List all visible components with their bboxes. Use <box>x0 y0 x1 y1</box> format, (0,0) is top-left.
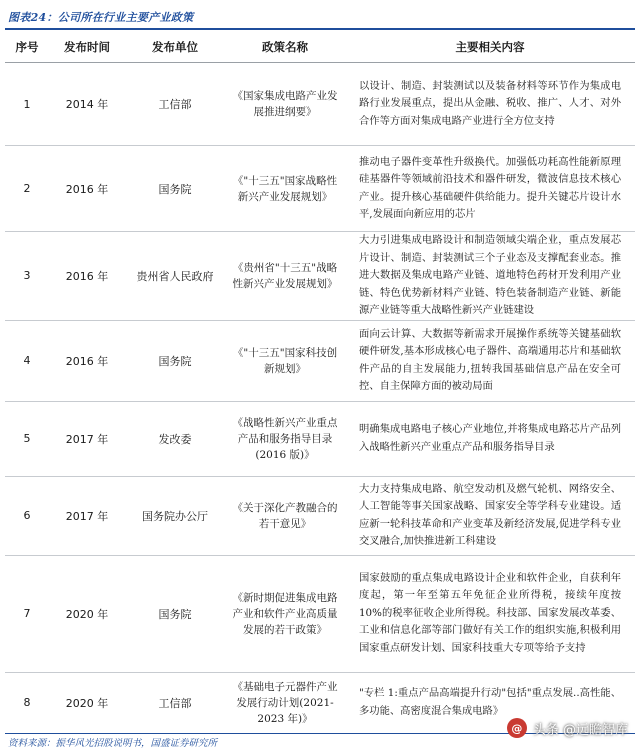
cell-unit: 贵州省人民政府 <box>125 232 225 321</box>
cell-policy: 《基础电子元器件产业发展行动计划(2021-2023 年)》 <box>225 672 345 733</box>
table-row <box>5 146 635 232</box>
cell-date: 2017 年 <box>49 401 125 476</box>
cell-policy: 《战略性新兴产业重点产品和服务指导目录(2016 版)》 <box>225 401 345 476</box>
cell-policy: 《"十三五"国家科技创新规划》 <box>225 320 345 401</box>
cell-date: 2017 年 <box>49 476 125 555</box>
cell-no: 5 <box>5 401 49 476</box>
header-content: 主要相关内容 <box>345 31 635 63</box>
header-policy: 政策名称 <box>225 31 345 63</box>
cell-no: 1 <box>5 63 49 146</box>
cell-policy: 《关于深化产教融合的若干意见》 <box>225 476 345 555</box>
toutiao-logo-icon <box>507 718 527 738</box>
cell-no: 2 <box>5 146 49 232</box>
table-row <box>5 320 635 401</box>
cell-content: 大力支持集成电路、航空发动机及燃气轮机、网络安全、人工智能等事关国家战略、国家安全等学科专业建设。适应新一轮科技革命和产业变革及新经济发展,促进学科专业交叉融合,加快推进新工科建设 <box>345 476 635 555</box>
table-header-row <box>5 31 635 63</box>
cell-no: 4 <box>5 320 49 401</box>
cell-unit: 国务院 <box>125 320 225 401</box>
figure-caption: 图表24：公司所在行业主要产业政策 <box>8 11 194 24</box>
policy-table <box>5 31 635 734</box>
cell-unit: 国务院 <box>125 146 225 232</box>
cell-date: 2020 年 <box>49 672 125 733</box>
cell-date: 2014 年 <box>49 63 125 146</box>
cell-content: 面向云计算、大数据等新需求开展操作系统等关键基础软硬件研发,基本形成核心电子器件、高端通用芯片和基础软件产品的自主发展能力,扭转我国基础信息产品在安全可控、自主保障方面的被动局面 <box>345 320 635 401</box>
header-date: 发布时间 <box>49 31 125 63</box>
header-no: 序号 <box>5 31 49 63</box>
table-row <box>5 63 635 146</box>
cell-content: 大力引进集成电路设计和制造领域尖端企业，重点发展芯片设计、制造、封装测试三个子业态及支撑配套业态。推进大数据及集成电路产业链、道地特色药材开发利用产业链、特色优势新材料产业链、特色装备制造产业链、新能源产业链等重大战略性新兴产业链建设 <box>345 232 635 321</box>
table-row <box>5 555 635 672</box>
cell-policy: 《国家集成电路产业发展推进纲要》 <box>225 63 345 146</box>
cell-date: 2020 年 <box>49 555 125 672</box>
cell-date: 2016 年 <box>49 320 125 401</box>
cell-no: 8 <box>5 672 49 733</box>
cell-policy: 《贵州省"十三五"战略性新兴产业发展规划》 <box>225 232 345 321</box>
watermark-text: 头条 @远瞻智库 <box>532 722 628 738</box>
cell-content: 国家鼓励的重点集成电路设计企业和软件企业，自获利年度起，第一年至第五年免征企业所得税，接续年度按 10%的税率征收企业所得税。科技部、国家发展改革委、工业和信息化部等部门做好有关工作的组织实施,积极利用国家重点研发计划、国家科技重大专项等给予支持 <box>345 555 635 672</box>
table-row <box>5 232 635 321</box>
cell-unit: 国务院 <box>125 555 225 672</box>
header-unit: 发布单位 <box>125 31 225 63</box>
cell-no: 7 <box>5 555 49 672</box>
cell-content: "专栏 1:重点产品高端提升行动"包括"重点发展..高性能、多功能、高密度混合集成电路》 <box>345 672 635 733</box>
watermark <box>507 718 628 738</box>
cell-no: 6 <box>5 476 49 555</box>
cell-content: 以设计、制造、封装测试以及装备材料等环节作为集成电路行业发展重点，提出从金融、税收、推广、人才、对外合作等方面对集成电路产业进行全方位支持 <box>345 63 635 146</box>
cell-policy: 《新时期促进集成电路产业和软件产业高质量发展的若干政策》 <box>225 555 345 672</box>
cell-content: 推动电子器件变革性升级换代。加强低功耗高性能新原理硅基器件等领域前沿技术和器件研发，微波信息技术核心产业。提升核心基础硬件供给能力。提升关键芯片设计水平,发展面向新应用的芯片 <box>345 146 635 232</box>
source-note: 资料来源：振华风光招股说明书，国盛证券研究所 <box>8 738 218 749</box>
cell-unit: 工信部 <box>125 63 225 146</box>
cell-no: 3 <box>5 232 49 321</box>
cell-unit: 国务院办公厅 <box>125 476 225 555</box>
cell-unit: 工信部 <box>125 672 225 733</box>
cell-date: 2016 年 <box>49 232 125 321</box>
cell-policy: 《"十三五"国家战略性新兴产业发展规划》 <box>225 146 345 232</box>
top-rule <box>5 28 635 30</box>
cell-content: 明确集成电路电子核心产业地位,并将集成电路芯片产品列入战略性新兴产业重点产品和服务指导目录 <box>345 401 635 476</box>
table-row <box>5 476 635 555</box>
cell-unit: 发改委 <box>125 401 225 476</box>
cell-date: 2016 年 <box>49 146 125 232</box>
table-row <box>5 401 635 476</box>
